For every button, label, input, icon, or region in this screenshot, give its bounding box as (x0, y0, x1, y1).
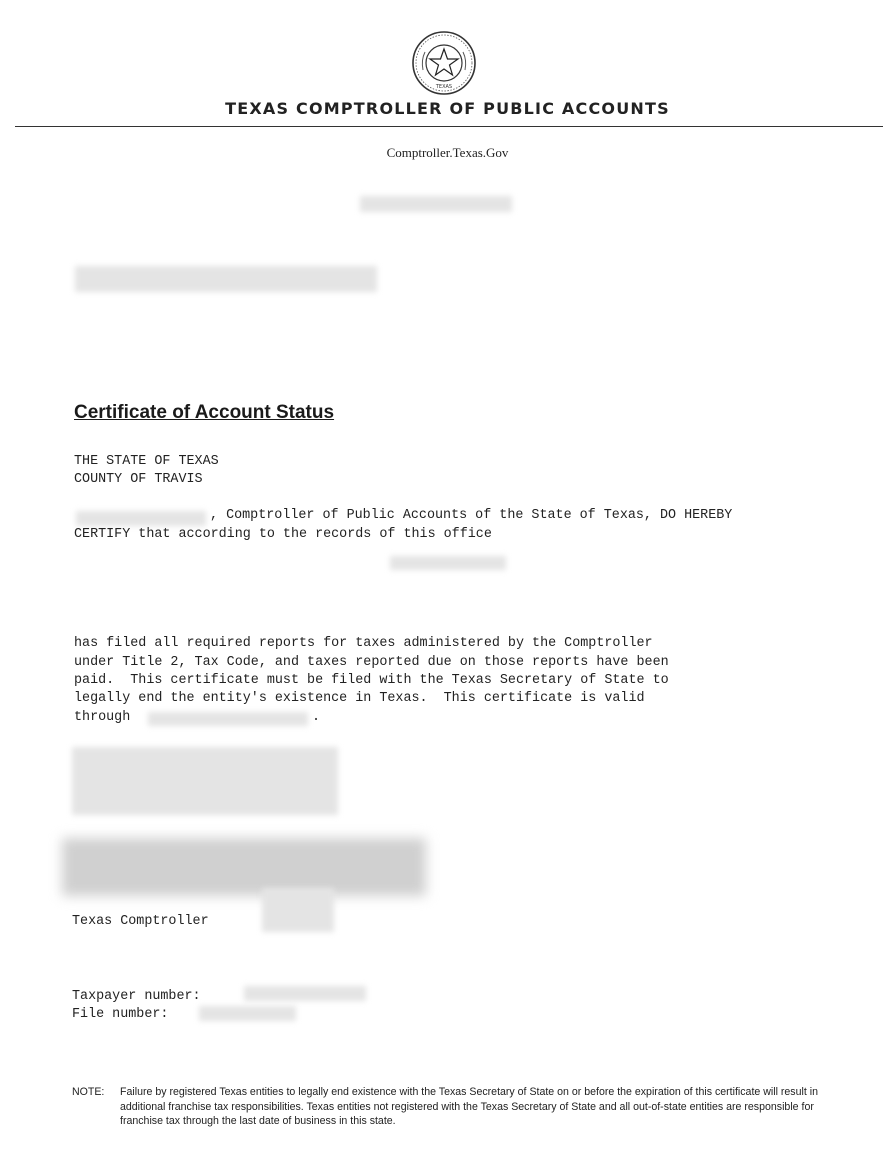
redacted-date (360, 196, 512, 212)
body-line-4: legally end the entity's existence in Texas. This certificate is valid (74, 691, 645, 706)
header-divider (15, 126, 883, 127)
note-text: Failure by registered Texas entities to legally end existence with the Texas Secretary of State on or before the expiration of this certificate will result in additional franchise tax responsibilities. Texas entities not registered with the Texas Secretary of State and all out-of-state entities are responsible for franchise tax through the last date of business in this state. (120, 1086, 818, 1127)
redacted-signature-extra (262, 888, 334, 932)
comptroller-seal-icon (411, 30, 477, 96)
redacted-taxpayer-number (244, 986, 366, 1001)
redacted-signature (62, 838, 426, 896)
redacted-entity-name (390, 556, 506, 570)
redacted-recipient-name (75, 266, 377, 292)
redacted-valid-through-date (148, 712, 308, 726)
body-line-5: through (74, 710, 131, 725)
body-line-1: has filed all required reports for taxes administered by the Comptroller (74, 636, 653, 651)
body-line-3: paid. This certificate must be filed with the Texas Secretary of State to (74, 673, 669, 688)
footer-note (72, 1085, 862, 1129)
signature-title: Texas Comptroller (72, 914, 209, 929)
certify-line-1: , Comptroller of Public Accounts of the State of Texas, DO HEREBY (210, 508, 733, 523)
certificate-title: Certificate of Account Status (74, 402, 335, 423)
taxpayer-number-label: Taxpayer number: (72, 989, 201, 1004)
agency-website: Comptroller.Texas.Gov (386, 145, 509, 160)
certify-line-2: CERTIFY that according to the records of this office (74, 527, 492, 542)
agency-title: TEXAS COMPTROLLER OF PUBLIC ACCOUNTS (225, 99, 670, 118)
state-line: THE STATE OF TEXAS (74, 454, 219, 469)
body-period: . (312, 710, 321, 725)
note-label: NOTE: (72, 1086, 105, 1098)
redacted-signature-block (72, 747, 338, 815)
redacted-comptroller-name (76, 511, 206, 526)
county-line: COUNTY OF TRAVIS (74, 472, 203, 487)
file-number-label: File number: (72, 1007, 169, 1022)
redacted-file-number (199, 1006, 296, 1021)
svg-text:TEXAS: TEXAS (435, 84, 453, 90)
body-line-2: under Title 2, Tax Code, and taxes reported due on those reports have been (74, 655, 669, 670)
